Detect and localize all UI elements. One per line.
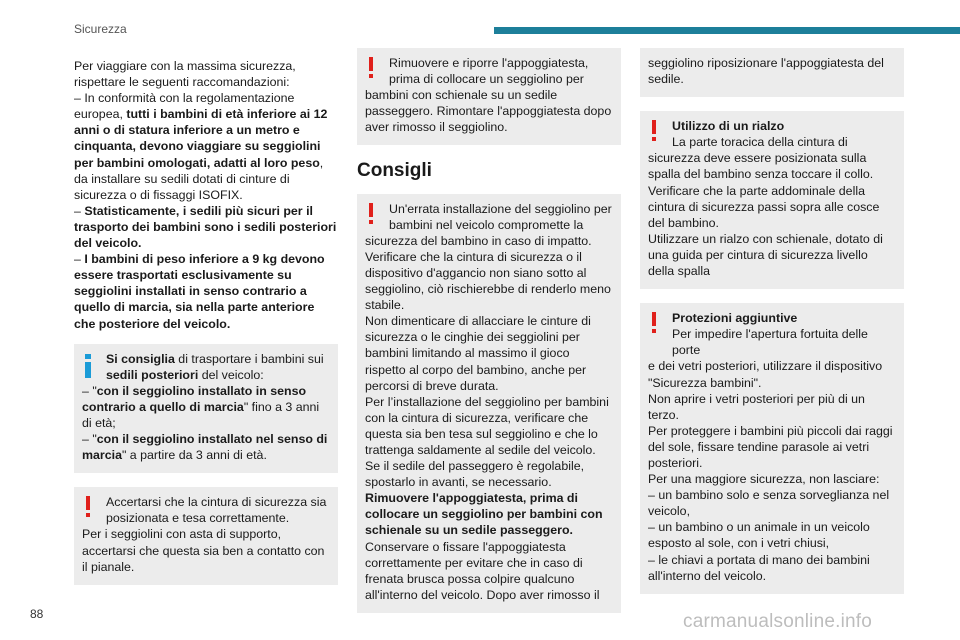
warning-box: Utilizzo di un rialzo La parte toracica della cintura di sicurezza deve essere posizionata sulla spalla del bambino senza toccare il collo. Verificare che la parte addominale della cintura di sicurezza passi sopra alle cosce del bambino. Utilizzare un rialzo con schienale, dotato di una guida per cintura di sicurezza livello della spalla — [640, 111, 904, 289]
page-number: 88 — [30, 607, 44, 621]
warning-box: Protezioni aggiuntive Per impedire l'apertura fortuita delle porte e dei vetri posteriori, utilizzare il dispositivo "Sicurezza bambini". Non aprire i vetri posteriori per più di un terzo. Per proteggere i bambini più piccoli dai raggi del sole, fissare tendine parasole ai vetri posteriori. Per una maggiore sicurezza, non lasciare: – un bambino solo e senza sorveglianza nel veicolo, – un bambino o un animale in un veicolo esposto al sole, con i vetri chiusi, – le chiavi a portata di mano dei bambini all'interno del veicolo. — [640, 303, 904, 594]
warning-icon — [85, 496, 92, 518]
warning-icon — [651, 120, 658, 142]
list-item: – "con il seggiolino installato in senso contrario a quello di marcia" fino a 3 anni di età; — [82, 383, 320, 430]
warning-box: Un'errata installazione del seggiolino per bambini nel veicolo compromette la sicurezza del bambino in caso di impatto. Verificare che la cintura di sicurezza o il dispositivo d'aggancio non siano sotto al seggiolino, ciò rischierebbe di renderlo meno stabile. Non dimenticare di allacciare le cinture di sicurezza o le cinghie dei seggiolini per bambini limitando al massimo il gioco rispetto al corpo del bambino, anche per percorsi di breve durata. Per l’installazione del seggiolino per bambini con la cintura di sicurezza, verificare che questa sia ben tesa sul seggiolino e che lo trattenga saldamente al sedile del veicolo. Se il sedile del passeggero è regolabile, spostarlo in avanti, se necessario. Rimuovere l'appoggiatesta, prima di collocare un seggiolino per bambini con schienale su un sedile passeggero. Conservare o fissare l'appoggiatesta correttamente per evitare che in caso di frenata brusca possa colpire qualcuno all'interno del veicolo. Dopo aver rimosso il — [357, 194, 621, 613]
warning-box: Rimuovere e riporre l'appoggiatesta, prima di collocare un seggiolino per bambini con schienale su un sedile passeggero. Rimontare l'appoggiatesta dopo aver rimosso il seggiolino. — [357, 48, 621, 145]
header-accent-bar — [494, 27, 960, 34]
section-heading: Consigli — [357, 160, 432, 182]
column-2 — [357, 48, 621, 627]
warning-icon — [368, 57, 375, 79]
list-item: – I bambini di peso inferiore a 9 kg devono essere trasportati esclusivamente su seggiolini installati in senso contrario a quello di marcia, sia nella parte anteriore che posteriore del veicolo. — [74, 252, 325, 331]
column-3 — [640, 48, 904, 608]
intro-paragraph: Per viaggiare con la massima sicurezza, rispettare le seguenti raccomandazioni: — [74, 59, 296, 90]
warning-icon — [368, 203, 375, 225]
warning-icon — [651, 312, 658, 334]
warning-continuation-box: seggiolino riposizionare l'appoggiatesta del sedile. — [640, 48, 904, 97]
list-item: – "con il seggiolino installato nel senso di marcia" a partire da 3 anni di età. — [82, 432, 328, 463]
list-item: – Statisticamente, i sedili più sicuri per il trasporto dei bambini sono i sedili posteriori del veicolo. — [74, 203, 337, 251]
warning-box: Accertarsi che la cintura di sicurezza sia posizionata e tesa correttamente. Per i seggiolini con asta di supporto, accertarsi che questa sia ben a contatto con il pianale. — [74, 487, 338, 584]
list-item: – In conformità con la regolamentazione europea, tutti i bambini di età inferiore ai 12 anni o di statura inferiore a un metro e cinquanta, devono viaggiare su seggiolini per bambini omologati, adatti al loro peso, da installare su sedili dotati di cinture di sicurezza o di fissaggi ISOFIX. — [74, 91, 328, 202]
info-icon — [85, 354, 92, 378]
section-title: Sicurezza — [74, 22, 127, 36]
info-box: Si consiglia di trasportare i bambini sui sedili posteriori del veicolo: – "con il seggiolino installato in senso contrario a quello di marcia" fino a 3 anni di età; – "con il seggiolino installato nel senso di marcia" a partire da 3 anni di età. — [74, 344, 338, 474]
column-1 — [74, 58, 338, 599]
watermark: carmanualsonline.info — [683, 611, 873, 632]
